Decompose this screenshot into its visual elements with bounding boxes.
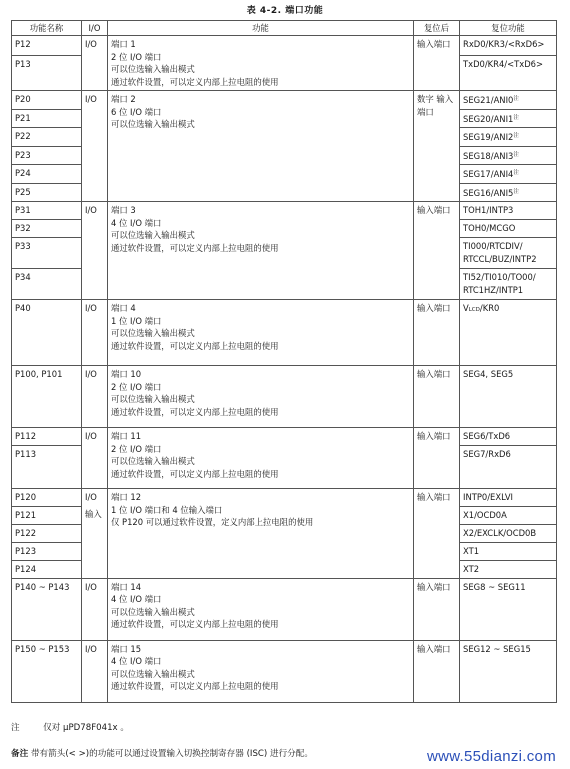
function-line: 通过软件设置，可以定义内部上拉电阻的使用	[111, 242, 279, 253]
pin-name-cell: P150 ~ P153	[12, 640, 82, 702]
alternate-function: SEG19/ANI2	[463, 132, 514, 142]
alternate-function: SEG7/RxD6	[463, 449, 511, 459]
alternate-function: TI000/RTCDIV/ RTCCL/BUZ/INTP2	[463, 241, 537, 264]
function-line: 可以位选输入输出模式	[111, 230, 195, 240]
table-row	[12, 428, 557, 446]
port-function-table	[11, 20, 557, 703]
after-reset-cell: 输入端口	[414, 428, 460, 489]
function-cell	[108, 300, 414, 366]
table-row	[12, 578, 557, 640]
alternate-function-cell	[460, 269, 557, 300]
alternate-function-cell	[460, 183, 557, 202]
function-line: 可以位选输入输出模式	[111, 64, 195, 74]
pin-name-cell: P120	[12, 489, 82, 507]
alternate-function-cell	[460, 542, 557, 560]
site-watermark: www.55dianzi.com	[426, 748, 556, 765]
pin-name-cell: P122	[12, 524, 82, 542]
alternate-function: SEG17/ANI4	[463, 169, 514, 179]
function-cell	[108, 91, 414, 202]
function-cell	[108, 202, 414, 300]
footnote-label: 注	[11, 723, 20, 733]
alternate-function-cell	[460, 524, 557, 542]
alternate-function-cell	[460, 366, 557, 428]
pin-name-cell: P121	[12, 506, 82, 524]
pin-name-cell: P140 ~ P143	[12, 578, 82, 640]
pin-name-cell: P20	[12, 91, 82, 110]
function-line: 4 位 I/O 端口	[111, 217, 162, 228]
function-line: 端口 12	[111, 492, 142, 502]
remark-label: 备注	[11, 749, 29, 759]
function-cell	[108, 489, 414, 579]
io-cell	[82, 202, 108, 300]
pin-name-cell: P32	[12, 220, 82, 238]
alternate-function: TOH0/MCGO	[463, 223, 516, 233]
after-reset-cell: 输入端口	[414, 202, 460, 300]
function-line: 端口 2	[111, 94, 136, 104]
io-type: I/O	[85, 492, 97, 502]
io-cell	[82, 36, 108, 91]
function-cell	[108, 36, 414, 91]
pin-name-cell: P25	[12, 183, 82, 202]
io-type: I/O	[85, 39, 97, 49]
pin-name-cell: P23	[12, 146, 82, 165]
function-line: 通过软件设置，可以定义内部上拉电阻的使用	[111, 406, 279, 417]
table-row	[12, 36, 557, 56]
alt-prefix: V	[463, 303, 469, 313]
alternate-function: XT2	[463, 563, 480, 574]
note-mark: 注	[513, 151, 519, 158]
function-line: 端口 14	[111, 581, 142, 592]
function-line: 仅 P120 可以通过软件设置，定义内部上拉电阻的使用	[111, 517, 314, 527]
alternate-function: SEG18/ANI3	[463, 150, 514, 161]
io-cell	[82, 300, 108, 366]
note-mark: 注	[513, 170, 519, 176]
header-after-reset: 复位后	[414, 21, 460, 36]
function-line: 通过软件设置，可以定义内部上拉电阻的使用	[111, 76, 279, 87]
pin-name-cell: P112	[12, 428, 82, 446]
table-row	[12, 366, 557, 428]
alternate-function-cell	[460, 300, 557, 366]
function-line: 可以位选输入输出模式	[111, 606, 195, 617]
function-line: 端口 3	[111, 205, 136, 215]
footnote-text: 仅对 μPD78F041x 。	[43, 723, 129, 733]
io-cell	[82, 578, 108, 640]
alternate-function-cell	[460, 446, 557, 489]
table-body	[12, 36, 557, 703]
table-row	[12, 640, 557, 702]
pin-name-cell: P100, P101	[12, 366, 82, 428]
pin-name-cell: P24	[12, 165, 82, 184]
pin-name-cell: P123	[12, 542, 82, 560]
io-cell	[82, 489, 108, 579]
function-line: 通过软件设置，可以定义内部上拉电阻的使用	[111, 340, 279, 351]
alternate-function: XT1	[463, 545, 480, 556]
alternate-function: SEG21/ANI0	[463, 95, 514, 105]
alternate-function-cell	[460, 238, 557, 269]
alternate-function-cell	[460, 109, 557, 128]
after-reset-cell: 输入端口	[414, 366, 460, 428]
io-type: I/O	[85, 303, 97, 313]
alternate-function: SEG4, SEG5	[463, 369, 514, 379]
after-reset-cell: 输入端口	[414, 300, 460, 366]
alternate-function: SEG12 ~ SEG15	[463, 643, 531, 654]
alternate-function: SEG16/ANI5	[463, 187, 514, 198]
pin-name-cell: P12	[12, 36, 82, 56]
pin-name-cell: P124	[12, 560, 82, 578]
function-cell	[108, 578, 414, 640]
alternate-function: TI52/TI010/TO00/ RTC1HZ/INTP1	[463, 272, 536, 295]
function-line: 6 位 I/O 端口	[111, 106, 162, 117]
alternate-function: SEG20/ANI1	[463, 113, 514, 124]
function-line: 可以位选输入输出模式	[111, 394, 195, 404]
note-mark: 注	[513, 188, 519, 195]
alternate-function: SEG6/TxD6	[463, 431, 511, 441]
pin-name-cell: P31	[12, 202, 82, 220]
function-line: 端口 15	[111, 643, 142, 654]
io-type: I/O	[85, 205, 97, 215]
function-line: 通过软件设置，可以定义内部上拉电阻的使用	[111, 619, 279, 629]
alternate-function-cell	[460, 146, 557, 165]
alternate-function-cell	[460, 428, 557, 446]
pin-name-cell: P22	[12, 128, 82, 147]
io-cell	[82, 428, 108, 489]
alternate-function-cell	[460, 640, 557, 702]
io-type: I/O	[85, 643, 97, 654]
pin-name-cell: P13	[12, 55, 82, 90]
pin-name-cell: P21	[12, 109, 82, 128]
note-mark: 注	[513, 133, 519, 139]
io-type: 输入	[85, 508, 102, 519]
header-io: I/O	[82, 21, 108, 36]
alternate-function-cell	[460, 91, 557, 110]
footnote	[11, 721, 556, 733]
after-reset-cell: 输入端口	[414, 36, 460, 91]
function-line: 可以位选输入输出模式	[111, 328, 195, 338]
alternate-function: X2/EXCLK/OCD0B	[463, 527, 537, 538]
alternate-function: RxD0/KR3/<RxD6>	[463, 39, 545, 49]
io-cell	[82, 640, 108, 702]
alternate-function-cell	[460, 506, 557, 524]
alternate-function: TOH1/INTP3	[463, 205, 514, 215]
io-type: I/O	[85, 94, 97, 104]
alt-subscript: LCD	[468, 307, 480, 313]
alternate-function: TxD0/KR4/<TxD6>	[463, 58, 544, 69]
function-line: 4 位 I/O 端口	[111, 594, 162, 604]
alternate-function-cell	[460, 55, 557, 90]
function-cell	[108, 366, 414, 428]
note-mark: 注	[513, 96, 519, 102]
remark-text: 带有箭头(< >)的功能可以通过设置输入切换控制寄存器 (ISC) 进行分配。	[30, 749, 313, 759]
io-type: I/O	[85, 369, 97, 379]
function-line: 可以位选输入输出模式	[111, 456, 195, 466]
function-line: 2 位 I/O 端口	[111, 51, 162, 62]
alternate-function-cell	[460, 165, 557, 184]
table-caption: 表 4-2. 端口功能	[246, 6, 324, 16]
function-line: 4 位 I/O 端口	[111, 656, 162, 666]
alternate-function-cell	[460, 202, 557, 220]
after-reset-cell: 输入端口	[414, 489, 460, 579]
function-line: 1 位 I/O 端口	[111, 315, 162, 326]
table-header-row	[12, 21, 557, 36]
pin-name-cell: P113	[12, 446, 82, 489]
function-line: 可以位选输入输出模式	[111, 119, 195, 129]
table-row	[12, 300, 557, 366]
note-mark: 注	[513, 114, 519, 121]
after-reset-cell: 输入端口	[414, 578, 460, 640]
alternate-function: SEG8 ~ SEG11	[463, 581, 526, 592]
function-cell	[108, 428, 414, 489]
function-line: 通过软件设置，可以定义内部上拉电阻的使用	[111, 681, 279, 691]
function-line: 端口 4	[111, 303, 136, 313]
pin-name-cell: P40	[12, 300, 82, 366]
table-row	[12, 202, 557, 220]
alternate-function: INTP0/EXLVI	[463, 492, 514, 502]
table-row	[12, 489, 557, 507]
pin-name-cell: P33	[12, 238, 82, 269]
io-type: I/O	[85, 581, 97, 592]
after-reset-cell: 数字 输入端口	[414, 91, 460, 202]
function-line: 可以位选输入输出模式	[111, 668, 195, 679]
table-row	[12, 91, 557, 110]
function-line: 端口 11	[111, 431, 142, 441]
alternate-function-cell	[460, 220, 557, 238]
alternate-function-cell	[460, 128, 557, 147]
after-reset-cell: 输入端口	[414, 640, 460, 702]
io-cell	[82, 91, 108, 202]
alternate-function-cell	[460, 36, 557, 56]
header-function-name: 功能名称	[12, 21, 82, 36]
alternate-function: /KR0	[479, 303, 500, 313]
function-line: 2 位 I/O 端口	[111, 443, 162, 454]
alternate-function: X1/OCD0A	[463, 509, 507, 520]
header-function: 功能	[108, 21, 414, 36]
header-alternate-function: 复位功能	[460, 21, 557, 36]
io-cell	[82, 366, 108, 428]
function-cell	[108, 640, 414, 702]
function-line: 端口 1	[111, 39, 136, 49]
function-line: 通过软件设置，可以定义内部上拉电阻的使用	[111, 468, 279, 479]
alternate-function-cell	[460, 489, 557, 507]
function-line: 1 位 I/O 端口和 4 位输入端口	[111, 504, 223, 515]
io-type: I/O	[85, 431, 97, 441]
function-line: 端口 10	[111, 369, 142, 379]
function-line: 2 位 I/O 端口	[111, 381, 162, 392]
pin-name-cell: P34	[12, 269, 82, 300]
alternate-function-cell	[460, 578, 557, 640]
alternate-function-cell	[460, 560, 557, 578]
